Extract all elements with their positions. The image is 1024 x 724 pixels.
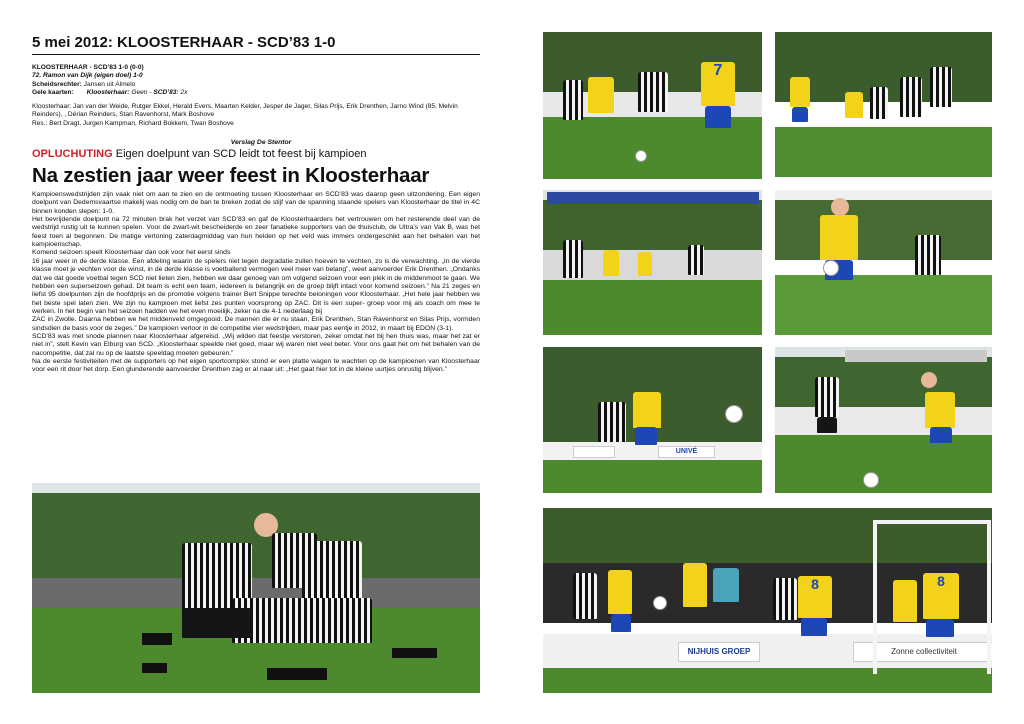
match-line: KLOOSTERHAAR - SCD’83 1-0 (0-0)	[32, 64, 144, 71]
kicker: OPLUCHUTING Eigen doelpunt van SCD leidt tot feest bij kampioen	[32, 148, 367, 161]
paragraph: Kampioenswedstrijden zijn vaak niet om aan te zien en de ontmoeting tussen Kloosterhaar en SCD’83 was daarop geen uitzondering. Een eigen doelpunt van Dedemsvaartse makelij was nodig om de ban te breken zodat de stijf van de spanning staande spelers van Kloosterhaar de titel in 4C binnen konden slepen: 1-0.	[32, 191, 480, 215]
headline: Na zestien jaar weer feest in Kloosterhaar	[32, 164, 430, 188]
match-photo-2	[775, 32, 992, 177]
match-photo-5	[543, 347, 762, 493]
jersey-number: 8	[923, 573, 959, 619]
match-photo-7	[543, 508, 992, 693]
cards-line: Gele kaarten: Kloosterhaar: Geen - SCD’83: 2x	[32, 88, 188, 96]
paragraph: Het bevrijdende doelpunt na 72 minuten brak het verzet van SCD’83 en gaf de Kloosterhaarders het vertrouwen om het resterende deel van de wedstrijd rustig uit te kunnen spelen. Voor de zwart-wit bescheiderde en zeer fanatieke supporters van de thuisclub, de Ultra’s van Vak B, was het feest toen al begonnen. De matige vertoning zaterdagmiddag van hun helden op het veld was immers ondergeschikt aan het behalen van het kampioenschap.	[32, 216, 480, 249]
jersey-number: 7	[701, 62, 735, 106]
article-body	[32, 191, 480, 375]
page-title: 5 mei 2012: KLOOSTERHAAR - SCD’83 1-0	[32, 34, 480, 55]
match-info	[32, 64, 480, 97]
source-credit: Verslag De Stentor	[230, 139, 292, 147]
match-photo-6	[775, 347, 992, 493]
paragraph: ZAC in Zwolle. Daarna hebben we het middenveld omgegooid. De mannen die er nu staan, Erik Drenthen, Stan Ravenhorst en Silas Prijs, vormden sindsdien de basis voor de zeges.” De kampioen verloor in de competitie vier wedstrijden, maar pas eentje in 2012, in maart bij EDON (3-1).	[32, 316, 480, 332]
paragraph: Na de eerste festiviteiten met de supporters op het eigen sportcomplex stond er een platte wagen te wachten op de kampioenen van Kloosterhaar voor een rit door het dorp. Een glunderende aanvoerder Drenthen zag er al naar uit: „Het gaat hier tot in de kleine uurtjes onrustig blijven.”	[32, 357, 480, 374]
ad-board	[573, 446, 615, 458]
lineup: Kloosterhaar: Jan van der Weide, Rutger Ekkel, Herald Evers, Maarten Kelder, Jesper de Jager, Silas Prijs, Erik Drenthen, Jarno Wind (85. Melvin Reinders), , Dérian Reinders, Stan Ravenhorst, Mark Boshove Res.: Bert Dragt, Jurgen Kampman, Richard Bokkem, Twan Boshove	[32, 103, 458, 127]
ad-board: UNIVÉ	[658, 446, 715, 458]
ad-board: NIJHUIS GROEP	[678, 642, 760, 662]
paragraph: 16 jaar weer in de derde klasse. Een afdeling waarin de spelers niet tegen degradatie zullen hoeven te vechten, zo is de verwachting. „In de vierde klasse moet je vechten voor de winst, in de derde klasse is voetballend vermogen veel meer van belang”, weet aanvoerder Erik Drenthen. „Ondanks dat we dat goede voetbal tegen SCD niet lieten zien, hebben we daar genoeg van om volgend seizoen voor een plek in de middenmoot te gaan. We hebben een superseizoen gehad. Dit team is echt een team, iedereen is belangrijk en de groep blijft intact voor komend seizoen.” Na 21 zeges en liefst 95 doelpunten zijn de hoofdprijs en de promotie volgens trainer Bert Snippe terechte beloningen voor Kloosterhaar. „Het hele jaar hebben we het beste spel laten zien. We zijn nu kampioen met liefst zes punten voorsprong op ZAC. Dit is een super- groep voor mij als coach om mee te werken. In het begin van het seizoen hadden we het even moeilijk, zeker na de 4-1 nederlaag bij	[32, 257, 480, 315]
match-photo-4	[775, 190, 992, 335]
jersey-number: 8	[798, 576, 832, 618]
article-column	[32, 34, 480, 375]
match-photo-1	[543, 32, 762, 179]
paragraph: Komend seizoen speelt Kloosterhaar dan ook voor het eerst sinds	[32, 249, 231, 257]
celebration-photo	[32, 483, 480, 693]
match-photo-3	[543, 190, 762, 335]
referee-line: Scheidsrechter: Jansen uit Almelo	[32, 80, 136, 88]
goal-line: 72. Ramon van Dijk (eigen doel) 1-0	[32, 72, 143, 80]
ad-board: Zonne collectiviteit	[853, 642, 992, 662]
paragraph: SCD’83 was met snode plannen naar Kloosterhaar afgereisd. „Wij wilden dat feestje verstoren, zeker omdat het bij hen thuis was, maar het zat er niet in”, stelt Kevin van Elburg van SCD. „Kloosterhaar speelde niet goed, maar wij waren niet veel beter. Voor ons gaat het om het behalen van de nacompetitie, dat zal nu op de laatste speeldag moeten gebeuren.”	[32, 332, 480, 357]
